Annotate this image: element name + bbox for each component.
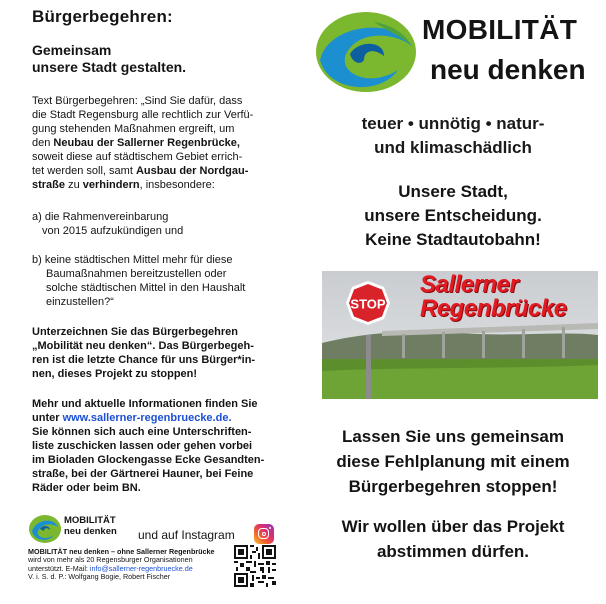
question-line: soweit diese auf städtischem Gebiet errich- [32,151,243,163]
tagline: teuer • unnötig • natur- und klimaschädlich [361,114,545,157]
right-column [300,0,606,604]
subheading-line: Gemeinsam [32,42,112,58]
petition-question [32,94,278,192]
closing-statement: Wir wollen über das Projekt abstimmen dürfen. [341,517,565,561]
logo-subtitle: neu denken [430,54,586,85]
item-a: a) die Rahmenvereinbarung von 2015 aufzukündigen und [32,211,184,237]
page-heading: Bürgerbegehren: [32,7,173,26]
stop-sign-text: STOP [350,296,386,312]
instagram-text: und auf Instagram [138,528,235,542]
main-logo [314,10,599,95]
left-column [0,0,300,604]
logo-swirl-icon [28,513,62,545]
small-logo-text: MOBILITÄT neu denken [64,515,117,537]
question-line: gung stehenden Maßnahmen ergreift, um [32,123,235,135]
question-line: straße zu verhindern, insbesondere: [32,179,215,191]
callout: Lassen Sie uns gemeinsam diese Fehlplanung mit einem Bürgerbegehren stoppen! [336,427,570,496]
qr-code-icon[interactable] [234,545,276,587]
item-b: b) keine städtischen Mittel mehr für diese Baumaßnahmen bereitzustellen oder solche städtischen Mittel in den Haushalt einzustellen?“ [32,254,246,308]
website-link[interactable]: www.sallerner-regenbruecke.de. [62,412,232,424]
bridge-photo [322,271,598,399]
email-link[interactable]: info@sallerner-regenbruecke.de [89,563,193,573]
small-logo [28,513,138,547]
slogan: Unsere Stadt, unsere Entscheidung. Keine Stadtautobahn! [364,182,542,249]
info-block: Mehr und aktuelle Informationen finden Sie unter www.sallerner-regenbruecke.de. Sie können sich auch eine Unterschriften- liste zuschicken lassen oder gehen vorbei im Bioladen Glockengasse Ecke Gesandten- straße, bei der Gärtnerei Hauner, bei Feine Räder oder beim BN. [32,398,265,494]
subheading [32,42,272,76]
logo-swirl-icon [314,10,418,94]
question-line: tet werden soll, samt Ausbau der Nordgau- [32,165,249,177]
instagram-icon[interactable] [254,524,274,544]
photo-title: Sallerner Regenbrücke [420,271,567,322]
question-line: Text Bürgerbegehren: „Sind Sie dafür, dass [32,95,243,107]
question-line: die Stadt Regensburg alle rechtlich zur Verfü- [32,109,254,121]
logo-title: MOBILITÄT [422,14,578,45]
question-line: den Neubau der Sallerner Regenbrücke, [32,137,240,149]
footer-imprint: MOBILITÄT neu denken – ohne Sallerner Regenbrücke wird von mehr als 20 Regensburger Organisationen unterstützt. E-Mail: info@sallerner-regenbruecke.de V. i. S. d. P.: Wolfgang Bogie, Robert Fischer [28,547,215,582]
sign-appeal: Unterzeichnen Sie das Bürgerbegehren „Mobilität neu denken“. Das Bürgerbegeh- ren ist die letzte Chance für uns Bürger*in- nen, dieses Projekt zu stoppen! [32,326,256,380]
subheading-line: unsere Stadt gestalten. [32,59,187,75]
